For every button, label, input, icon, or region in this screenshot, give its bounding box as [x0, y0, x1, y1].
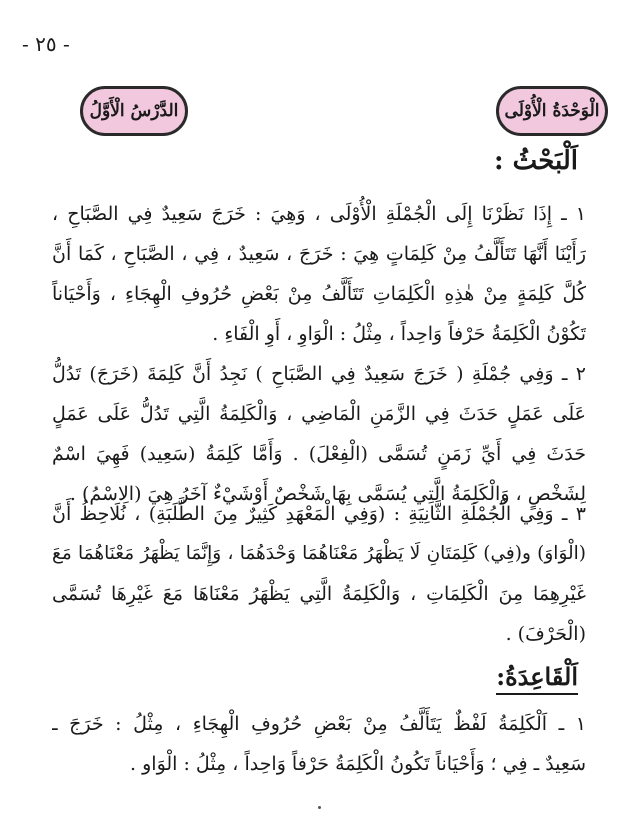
- footer-dot: [318, 806, 321, 809]
- paragraph-line: (الْوَاوَ) و(فِي) كَلِمَتَانِ لَا يَظْهَرُ مَعْنَاهُمَا وَحْدَهُمَا ، وَإِنَّمَا يَظْهَرُ مَعْنَاهُمَا مَعَ: [52, 543, 586, 564]
- lesson-badge: [80, 86, 188, 136]
- paragraph-line: لِشَخْصٍ ، وَالْكَلِمَةُ الَّتِي يُسَمَّى بِهَا شَخْصٌ أَوْشَيْءٌ آخَرُ هِيَ (الِاسْمُ) .: [69, 483, 586, 505]
- paragraph-line: ١ ـ إِذَا نَظَرْنَا إِلَى الْجُمْلَةِ الْأُوْلَى ، وَهِيَ : خَرَجَ سَعِيدٌ فِي الصَّبَاحِ ،: [52, 203, 586, 225]
- paragraph-line: كُلَّ كَلِمَةٍ مِنْ هٰذِهِ الْكَلِمَاتِ تَتَأَلَّفُ مِنْ بَعْضِ حُرُوفِ الْهِجَاءِ ، وَأَحْيَاناً: [52, 283, 586, 305]
- paragraph-line: عَلَى عَمَلٍ حَدَثَ فِي الزَّمَنِ الْمَاضِي ، وَالْكَلِمَةُ الَّتِي تَدُلُّ عَلَى عَمَلٍ: [52, 403, 586, 425]
- unit-badge: [496, 86, 608, 136]
- rule-paragraph-1: [52, 704, 586, 784]
- unit-badge-label: الْوَحْدَةُ الْأُوْلَى: [504, 101, 600, 121]
- paragraph-line: حَدَثَ فِي أَيِّ زَمَنٍ تُسَمَّى (الْفِعْلَ) . وَأَمَّا كَلِمَةُ (سَعِيد) فَهِيَ اسْمٌ: [52, 443, 586, 465]
- research-paragraph-1: [52, 194, 586, 354]
- paragraph-line: رَأَيْنَا أَنَّهَا تَتَأَلَّفُ مِنْ كَلِمَاتٍ هِيَ : خَرَجَ ، سَعِيدٌ ، فِي ، الصَّبَاحِ ، كَمَا أَنَّ: [52, 243, 586, 265]
- paragraph-line: ٣ ـ وَفِي الْجُمْلَةِ الثَّانِيَةِ : (وَفِي الْمَعْهَدِ كَثِيرٌ مِنَ الطَّلَبَةِ) ، نُلَاحِظُ أَنَّ: [52, 503, 586, 525]
- paragraph-line: سَعِيدٌ ـ فِي ؛ وَأَحْيَاناً تَكُونُ الْكَلِمَةُ حَرْفاً وَاحِداً ، مِثْلُ : الْوَاو .: [130, 753, 586, 775]
- research-paragraph-3: [52, 494, 586, 654]
- paragraph-line: ٢ ـ وَفِي جُمْلَةِ ( خَرَجَ سَعِيدٌ فِي الصَّبَاحِ ) نَجِدُ أَنَّ كَلِمَةَ (خَرَجَ) تَدُلُّ: [52, 363, 586, 385]
- research-heading: اَلْبَحْثُ :: [494, 146, 578, 176]
- paragraph-line: غَيْرِهِمَا مِنَ الْكَلِمَاتِ ، وَالْكَلِمَةُ الَّتِي يَظْهَرُ مَعْنَاهَا مَعَ غَيْرِهَا تُسَمَّى: [52, 583, 586, 605]
- lesson-badge-label: الدَّرْسُ الْأَوَّلُ: [89, 101, 179, 121]
- rule-heading: اَلْقَاعِدَةُ:: [496, 662, 578, 695]
- paragraph-line: (الْحَرْفَ) .: [505, 623, 586, 645]
- research-paragraph-2: [52, 354, 586, 514]
- page-number: - ٢٥ -: [22, 32, 70, 56]
- paragraph-line: ١ ـ اَلْكَلِمَةُ لَفْظٌ يَتَأَلَّفُ مِنْ بَعْضِ حُرُوفِ الْهِجَاءِ ، مِثْلُ : خَرَجَ ـ: [52, 713, 586, 735]
- paragraph-line: تَكُوْنُ الْكَلِمَةُ حَرْفاً وَاحِداً ، مِثْلُ : الْوَاوِ ، أَوِ الْفَاءِ .: [212, 323, 586, 345]
